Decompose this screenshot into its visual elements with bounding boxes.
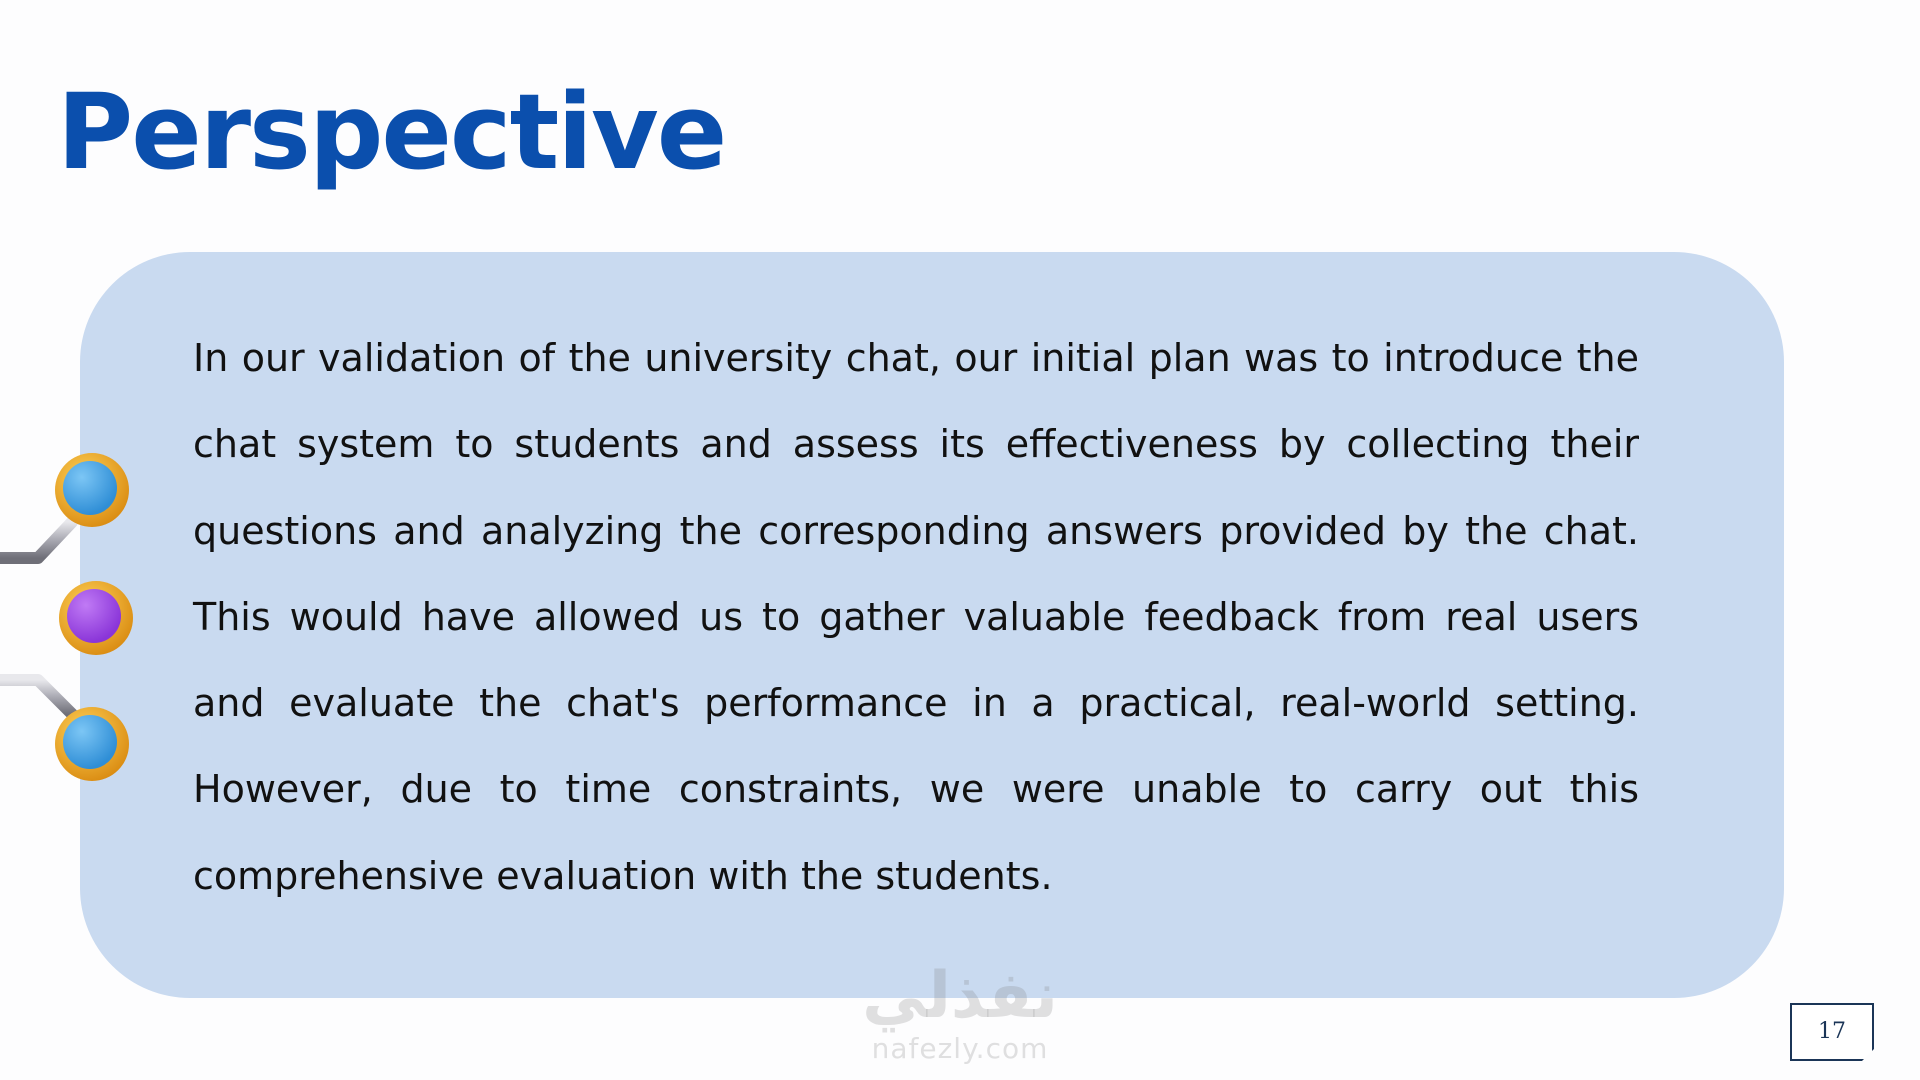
node-middle-icon — [59, 581, 133, 655]
watermark-arabic: نفذلي — [862, 959, 1058, 1033]
connector-nodes-graphic — [0, 430, 150, 800]
node-top-icon — [55, 453, 129, 527]
node-bottom-icon — [55, 707, 129, 781]
watermark-url: nafezly.com — [871, 1032, 1049, 1065]
body-paragraph: In our validation of the university chat, our initial plan was to introduce the chat system to students and assess its effectiveness by collecting their questions and analyzing the corresponding answers provided by the chat. This would have allowed us to gather valuable feedback from real users and evaluate the chat's performance in a practical, real-world setting. However, due to time constraints, we were unable to carry out this comprehensive evaluation with the students. — [193, 336, 1639, 898]
watermark — [830, 960, 1090, 1080]
pipe-top — [0, 522, 72, 558]
page-number: 17 — [1790, 1003, 1874, 1061]
slide-title: Perspective — [57, 71, 726, 193]
pipe-bottom — [0, 680, 72, 714]
